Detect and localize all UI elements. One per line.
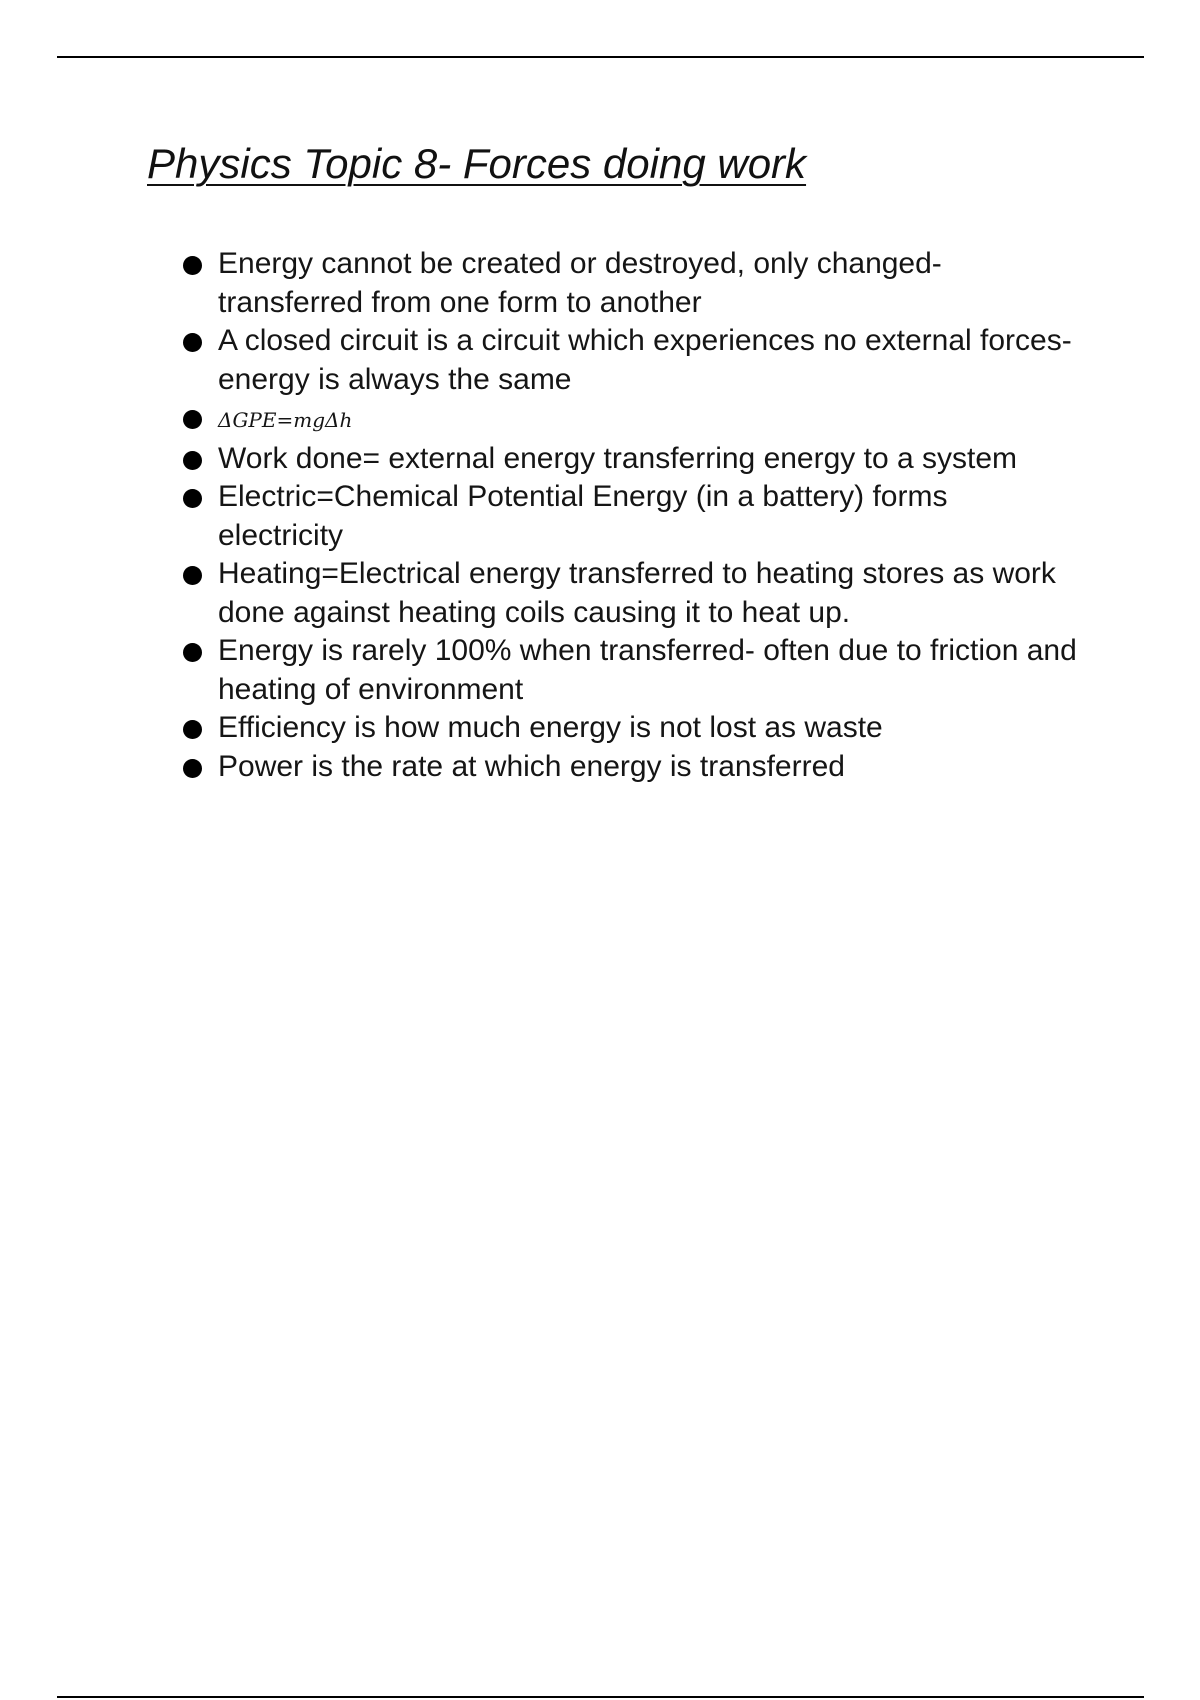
top-rule xyxy=(57,56,1144,58)
bullet-icon xyxy=(183,489,202,508)
bullet-text: Energy is rarely 100% when transferred- often due to friction and heating of environment xyxy=(218,634,1077,706)
bullet-icon xyxy=(183,333,202,352)
list-item xyxy=(180,748,1080,787)
bullet-icon xyxy=(183,566,202,585)
list-item xyxy=(180,555,1080,632)
bullet-text: Power is the rate at which energy is transferred xyxy=(218,749,845,783)
bullet-text: A closed circuit is a circuit which experiences no external forces- energy is always the same xyxy=(218,324,1072,396)
bullet-text: Electric=Chemical Potential Energy (in a battery) forms electricity xyxy=(218,480,948,552)
bullet-list xyxy=(180,245,1080,786)
bullet-icon xyxy=(183,410,202,429)
page-title: Physics Topic 8- Forces doing work xyxy=(147,140,807,187)
list-item xyxy=(180,440,1080,479)
bullet-icon xyxy=(183,256,202,275)
bullet-icon xyxy=(183,451,202,470)
list-item xyxy=(180,478,1080,555)
list-item xyxy=(180,245,1080,322)
bullet-text: Heating=Electrical energy transferred to heating stores as work done against heating coils causing it to heat up. xyxy=(218,557,1056,629)
bullet-icon xyxy=(183,759,202,778)
bullet-icon xyxy=(183,720,202,739)
bullet-text: Energy cannot be created or destroyed, only changed- transferred from one form to another xyxy=(218,247,942,319)
bullet-text: Efficiency is how much energy is not lost as waste xyxy=(218,711,883,744)
bullet-icon xyxy=(183,643,202,662)
list-item xyxy=(180,399,1080,440)
formula-text: ΔGPE=mgΔh xyxy=(218,408,353,432)
list-item xyxy=(180,632,1080,709)
bullet-text: Work done= external energy transferring energy to a system xyxy=(218,441,1018,475)
list-item xyxy=(180,322,1080,399)
bottom-rule xyxy=(57,1696,1144,1698)
list-item xyxy=(180,709,1080,748)
